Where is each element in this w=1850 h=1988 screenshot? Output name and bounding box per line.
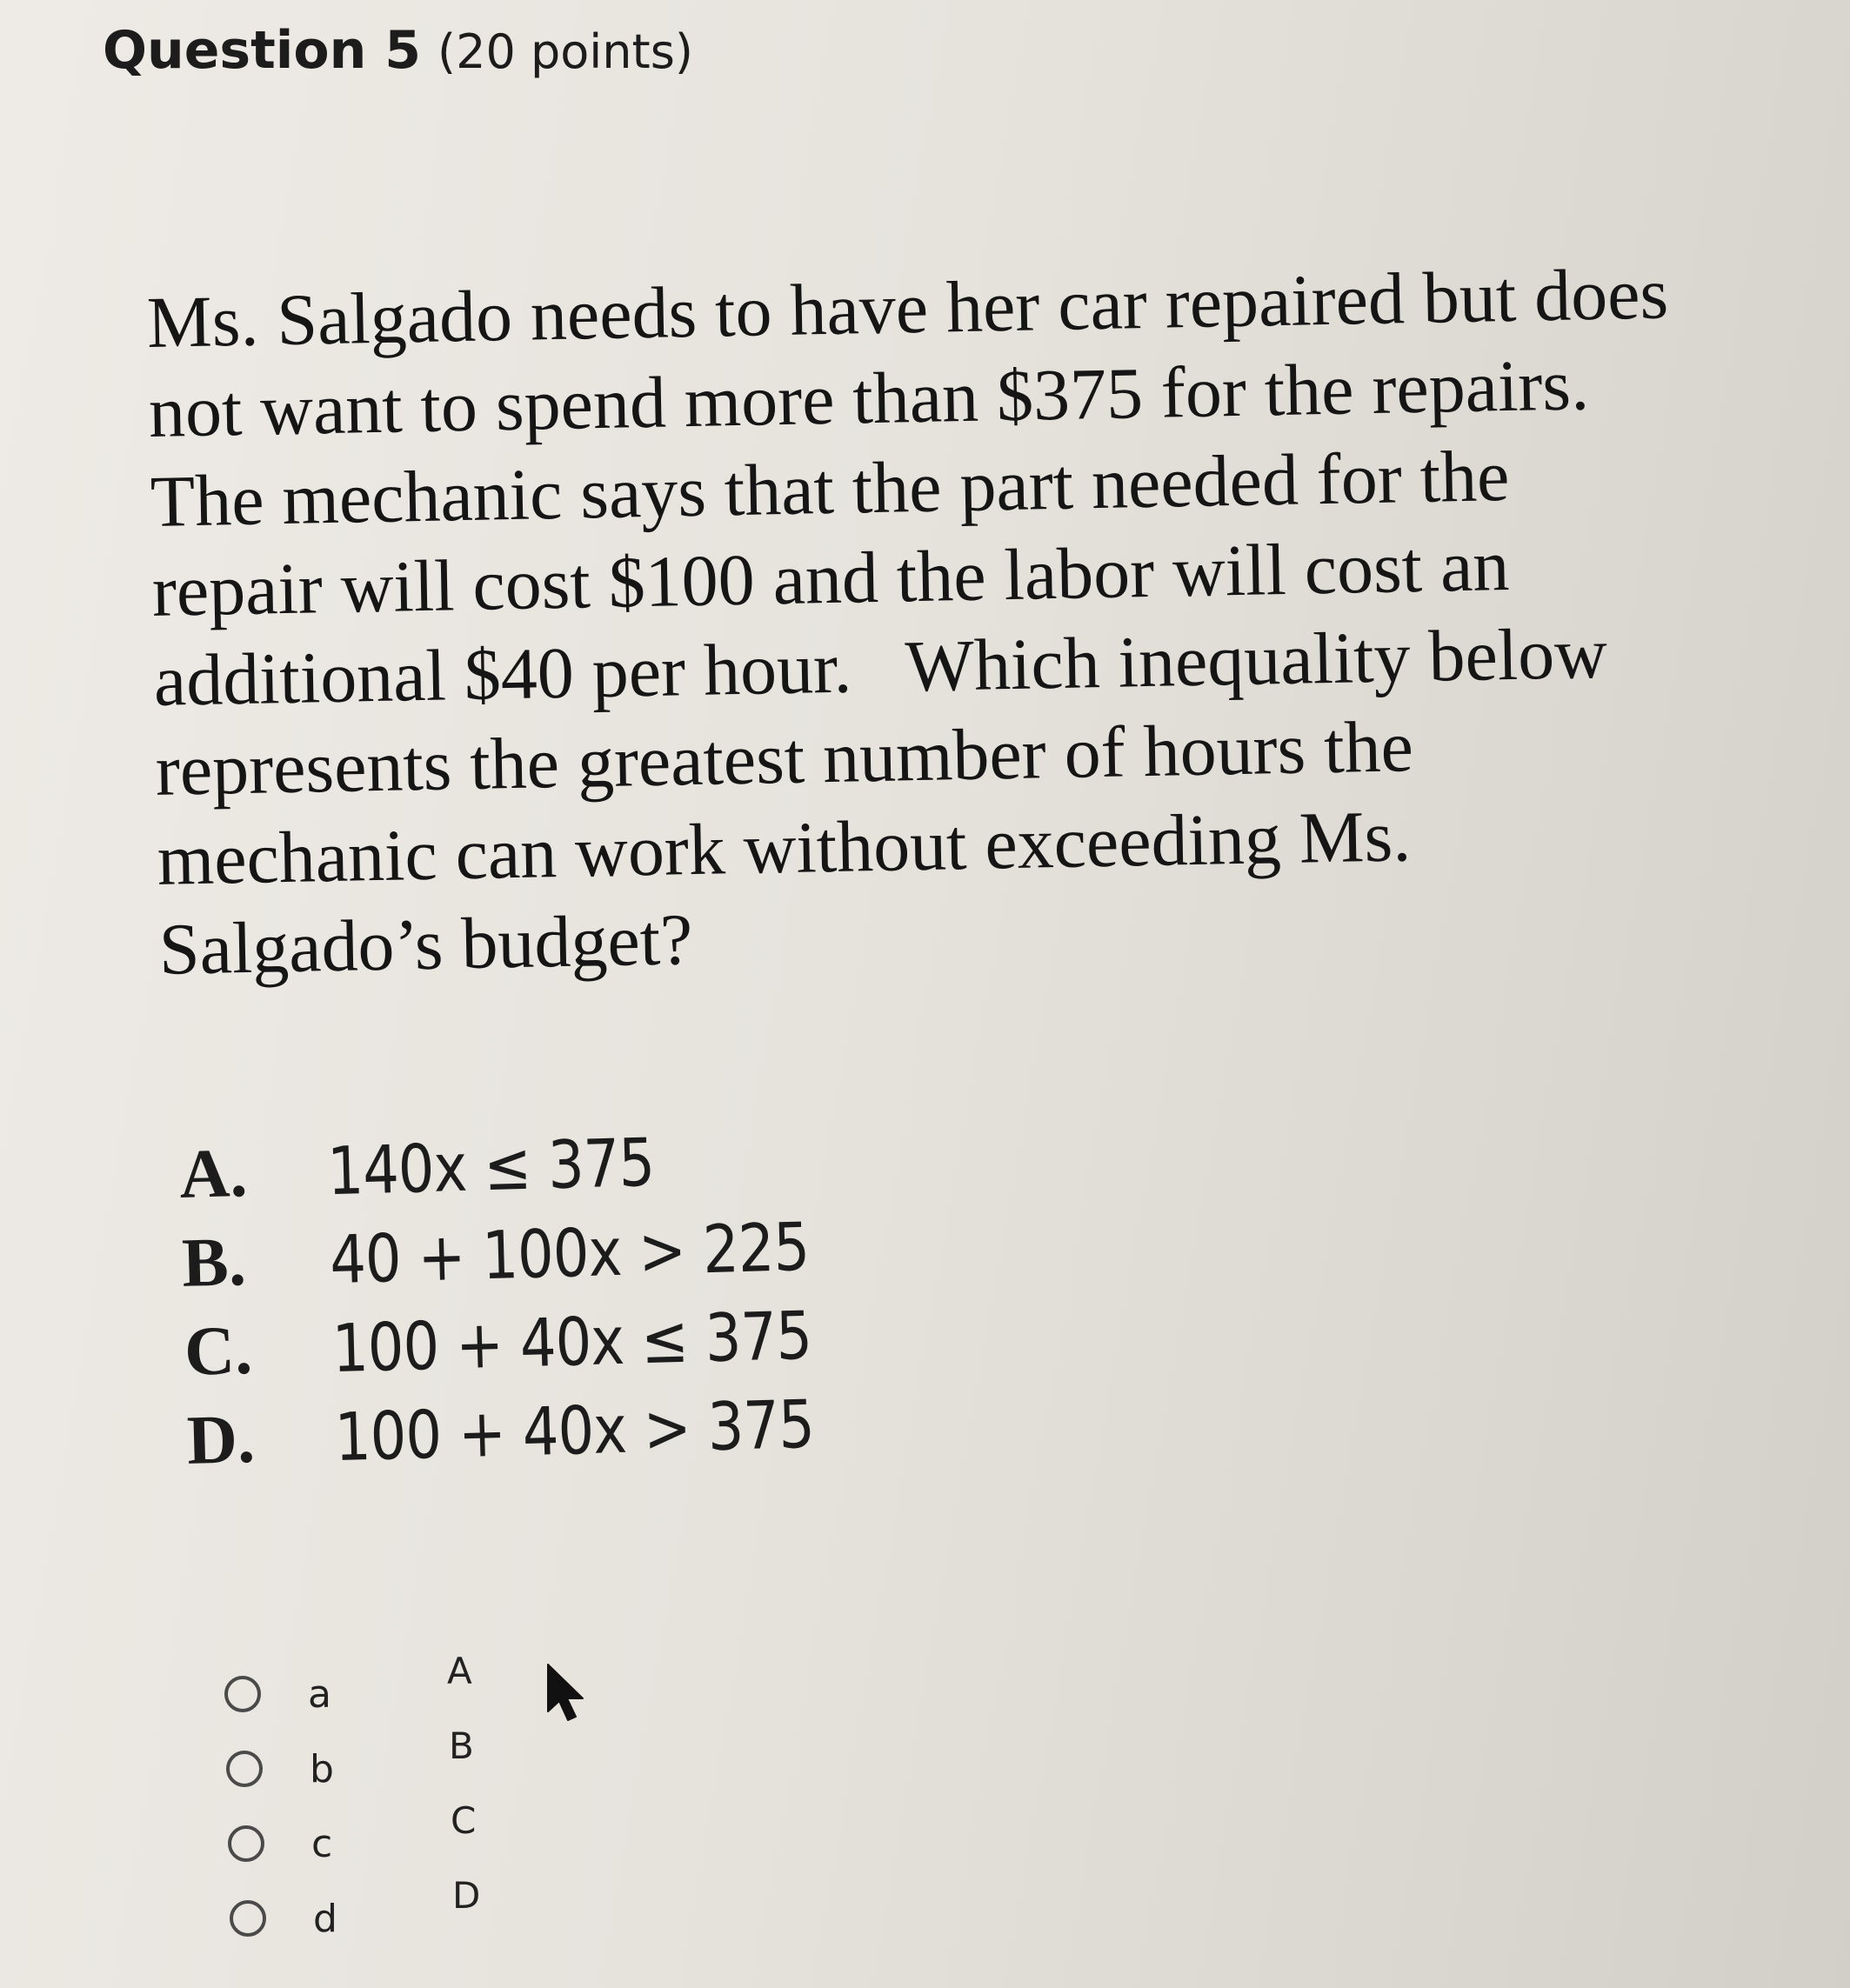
question-line: represents the greatest number of hours the bbox=[154, 706, 1414, 811]
option-text: A bbox=[447, 1650, 472, 1692]
choice-expression: 100 + 40x > 375 bbox=[333, 1384, 816, 1476]
option-label: c bbox=[311, 1821, 333, 1866]
choice-letter: D. bbox=[185, 1400, 256, 1479]
question-line: The mechanic says that the part needed for the bbox=[150, 435, 1511, 543]
option-text: C bbox=[451, 1799, 477, 1842]
question-line: additional $40 per hour. Which inequality below bbox=[153, 612, 1608, 722]
option-text: D bbox=[452, 1874, 481, 1917]
question-points: (20 points) bbox=[437, 24, 693, 79]
mouse-pointer-icon bbox=[544, 1663, 591, 1724]
radio-option-d[interactable] bbox=[230, 1874, 595, 1956]
question-title: Question 5 bbox=[103, 20, 421, 81]
option-label: d bbox=[313, 1896, 337, 1941]
question-line: repair will cost $100 and the labor will cost an bbox=[151, 524, 1511, 632]
radio-button[interactable] bbox=[224, 1676, 261, 1712]
answer-choice-d bbox=[186, 1377, 893, 1485]
option-label: b bbox=[310, 1746, 334, 1791]
question-line: Salgado’s budget? bbox=[157, 899, 694, 991]
choice-letter: C. bbox=[183, 1311, 254, 1391]
choice-expression: 100 + 40x ≤ 375 bbox=[331, 1296, 813, 1387]
option-text: B bbox=[449, 1724, 474, 1767]
question-line: not want to spend more than $375 for the repairs. bbox=[148, 344, 1590, 453]
choice-letter: B. bbox=[181, 1223, 247, 1302]
question-line: mechanic can work without exceeding Ms. bbox=[156, 796, 1413, 901]
choice-expression: 140x ≤ 375 bbox=[326, 1123, 656, 1210]
choice-letter: A. bbox=[178, 1134, 249, 1213]
radio-button[interactable] bbox=[228, 1825, 264, 1862]
question-header bbox=[103, 16, 693, 87]
radio-button[interactable] bbox=[230, 1900, 266, 1937]
radio-option-a[interactable] bbox=[224, 1650, 590, 1731]
question-text bbox=[146, 247, 1794, 995]
radio-option-group bbox=[224, 1650, 595, 1956]
answer-choice-list bbox=[178, 1111, 893, 1484]
option-label: a bbox=[308, 1671, 331, 1717]
radio-option-c[interactable] bbox=[228, 1799, 593, 1881]
radio-option-b[interactable] bbox=[226, 1724, 591, 1806]
radio-button[interactable] bbox=[226, 1751, 263, 1787]
choice-expression: 40 + 100x > 225 bbox=[328, 1207, 811, 1298]
question-line: Ms. Salgado needs to have her car repaired but does bbox=[146, 253, 1669, 364]
